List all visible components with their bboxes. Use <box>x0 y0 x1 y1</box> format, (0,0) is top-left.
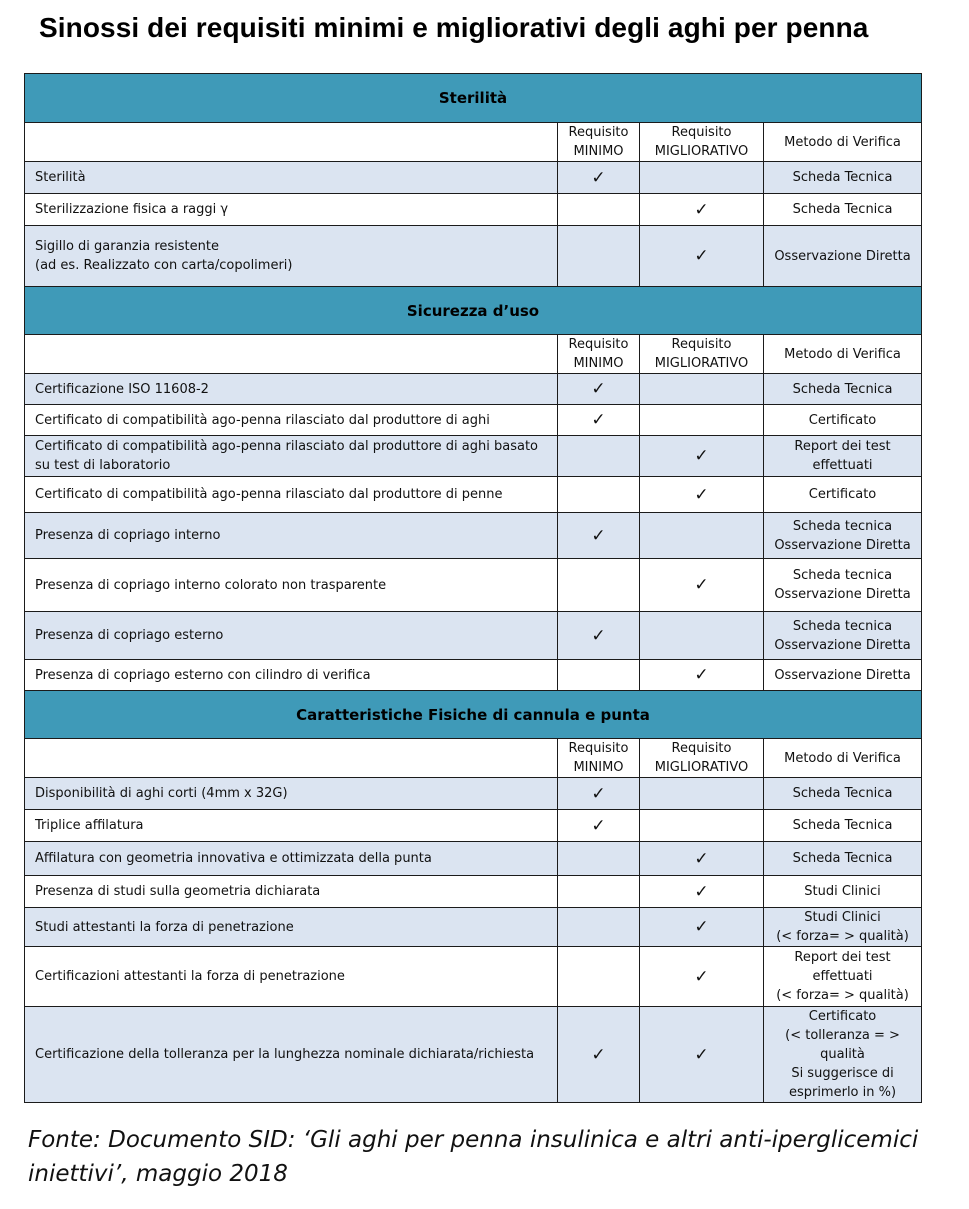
table-row <box>25 810 922 842</box>
requirements-table <box>24 73 922 1103</box>
requirement-label: Certificazione ISO 11608-2 <box>25 374 558 405</box>
table-row <box>25 612 922 660</box>
verification-method: Scheda Tecnica <box>764 162 922 194</box>
migl-check-cell <box>640 477 764 513</box>
min-check-cell <box>558 1007 640 1103</box>
min-check-cell <box>558 947 640 1007</box>
verification-method: Scheda Tecnica <box>764 810 922 842</box>
section-row <box>25 691 922 739</box>
requirement-label: Affilatura con geometria innovativa e ottimizzata della punta <box>25 842 558 876</box>
table-row <box>25 876 922 908</box>
requirement-label: Certificato di compatibilità ago-penna rilasciato dal produttore di aghi <box>25 405 558 436</box>
section-title: Sicurezza d’uso <box>25 287 922 335</box>
requirement-label: Sigillo di garanzia resistente (ad es. Realizzato con carta/copolimeri) <box>25 226 558 287</box>
min-check-cell <box>558 405 640 436</box>
check-icon: ✓ <box>694 966 709 987</box>
requirement-label: Certificazione della tolleranza per la lunghezza nominale dichiarata/richiesta <box>25 1007 558 1103</box>
migl-check-cell <box>640 908 764 947</box>
page-title: Sinossi dei requisiti minimi e migliorativi degli aghi per penna <box>39 12 869 43</box>
check-icon: ✓ <box>694 917 709 937</box>
verification-method: Scheda Tecnica <box>764 842 922 876</box>
check-icon: ✓ <box>694 1044 709 1065</box>
header-empty-cell <box>25 123 558 162</box>
verification-method: Osservazione Diretta <box>764 660 922 691</box>
requirement-label: Sterilità <box>25 162 558 194</box>
table-row <box>25 162 922 194</box>
min-check-cell <box>558 477 640 513</box>
verification-method: Scheda tecnica Osservazione Diretta <box>764 513 922 559</box>
migl-check-cell <box>640 374 764 405</box>
min-check-cell <box>558 778 640 810</box>
verification-method: Scheda tecnica Osservazione Diretta <box>764 559 922 612</box>
min-check-cell <box>558 194 640 226</box>
verification-method: Studi Clinici <box>764 876 922 908</box>
migl-check-cell <box>640 559 764 612</box>
migl-check-cell <box>640 810 764 842</box>
min-check-cell <box>558 374 640 405</box>
check-icon: ✓ <box>694 575 709 595</box>
verification-method: Certificato (< tolleranza = > qualità Si suggerisce di esprimerlo in %) <box>764 1007 922 1103</box>
check-icon: ✓ <box>694 665 709 685</box>
migl-check-cell <box>640 947 764 1007</box>
min-check-cell <box>558 226 640 287</box>
verification-method: Scheda Tecnica <box>764 374 922 405</box>
migl-check-cell <box>640 436 764 477</box>
verification-method: Scheda tecnica Osservazione Diretta <box>764 612 922 660</box>
requirement-label: Certificato di compatibilità ago-penna rilasciato dal produttore di aghi basato su test di laboratorio <box>25 436 558 477</box>
migl-check-cell <box>640 405 764 436</box>
min-check-cell <box>558 612 640 660</box>
requirement-label: Presenza di copriago interno colorato non trasparente <box>25 559 558 612</box>
header-method: Metodo di Verifica <box>764 739 922 778</box>
migl-check-cell <box>640 660 764 691</box>
table-row <box>25 842 922 876</box>
table-row <box>25 436 922 477</box>
header-method: Metodo di Verifica <box>764 335 922 374</box>
section-title: Caratteristiche Fisiche di cannula e punta <box>25 691 922 739</box>
migl-check-cell <box>640 162 764 194</box>
check-icon: ✓ <box>591 815 606 836</box>
requirement-label: Presenza di copriago esterno con cilindro di verifica <box>25 660 558 691</box>
verification-method: Osservazione Diretta <box>764 226 922 287</box>
migl-check-cell <box>640 226 764 287</box>
migl-check-cell <box>640 778 764 810</box>
header-migl: Requisito MIGLIORATIVO <box>640 123 764 162</box>
check-icon: ✓ <box>591 783 606 804</box>
requirement-label: Presenza di studi sulla geometria dichiarata <box>25 876 558 908</box>
check-icon: ✓ <box>591 167 606 188</box>
requirement-label: Certificato di compatibilità ago-penna rilasciato dal produttore di penne <box>25 477 558 513</box>
min-check-cell <box>558 876 640 908</box>
header-min: Requisito MINIMO <box>558 335 640 374</box>
header-empty-cell <box>25 739 558 778</box>
requirement-label: Certificazioni attestanti la forza di penetrazione <box>25 947 558 1007</box>
min-check-cell <box>558 436 640 477</box>
migl-check-cell <box>640 876 764 908</box>
header-empty-cell <box>25 335 558 374</box>
table-row <box>25 1007 922 1103</box>
check-icon: ✓ <box>694 446 709 466</box>
header-migl: Requisito MIGLIORATIVO <box>640 739 764 778</box>
table-row <box>25 947 922 1007</box>
table-row <box>25 405 922 436</box>
check-icon: ✓ <box>694 484 709 505</box>
verification-method: Certificato <box>764 405 922 436</box>
requirement-label: Presenza di copriago interno <box>25 513 558 559</box>
min-check-cell <box>558 810 640 842</box>
header-min: Requisito MINIMO <box>558 123 640 162</box>
header-migl: Requisito MIGLIORATIVO <box>640 335 764 374</box>
table-row <box>25 778 922 810</box>
migl-check-cell <box>640 194 764 226</box>
check-icon: ✓ <box>591 625 606 646</box>
section-title: Sterilità <box>25 74 922 123</box>
header-min: Requisito MINIMO <box>558 739 640 778</box>
check-icon: ✓ <box>591 525 606 546</box>
check-icon: ✓ <box>694 246 709 266</box>
requirement-label: Disponibilità di aghi corti (4mm x 32G) <box>25 778 558 810</box>
table-row <box>25 477 922 513</box>
check-icon: ✓ <box>694 848 709 869</box>
migl-check-cell <box>640 612 764 660</box>
verification-method: Scheda Tecnica <box>764 194 922 226</box>
verification-method: Studi Clinici (< forza= > qualità) <box>764 908 922 947</box>
min-check-cell <box>558 660 640 691</box>
column-header-row <box>25 335 922 374</box>
table-row <box>25 908 922 947</box>
requirement-label: Studi attestanti la forza di penetrazione <box>25 908 558 947</box>
verification-method: Report dei test effettuati (< forza= > qualità) <box>764 947 922 1007</box>
min-check-cell <box>558 908 640 947</box>
migl-check-cell <box>640 842 764 876</box>
table-body <box>25 74 922 1103</box>
column-header-row <box>25 739 922 778</box>
requirement-label: Sterilizzazione fisica a raggi γ <box>25 194 558 226</box>
table-row <box>25 194 922 226</box>
table-row <box>25 374 922 405</box>
section-row <box>25 74 922 123</box>
check-icon: ✓ <box>591 1044 606 1065</box>
table-row <box>25 513 922 559</box>
min-check-cell <box>558 513 640 559</box>
migl-check-cell <box>640 513 764 559</box>
check-icon: ✓ <box>694 199 709 220</box>
table-row <box>25 226 922 287</box>
table-row <box>25 559 922 612</box>
requirement-label: Triplice affilatura <box>25 810 558 842</box>
source-note: Fonte: Documento SID: ‘Gli aghi per penna insulinica e altri anti-iperglicemici iniettivi’, maggio 2018 <box>28 1127 919 1187</box>
header-method: Metodo di Verifica <box>764 123 922 162</box>
check-icon: ✓ <box>591 410 606 430</box>
column-header-row <box>25 123 922 162</box>
verification-method: Scheda Tecnica <box>764 778 922 810</box>
requirement-label: Presenza di copriago esterno <box>25 612 558 660</box>
section-row <box>25 287 922 335</box>
table-row <box>25 660 922 691</box>
verification-method: Report dei test effettuati <box>764 436 922 477</box>
check-icon: ✓ <box>591 379 606 399</box>
min-check-cell <box>558 559 640 612</box>
min-check-cell <box>558 842 640 876</box>
migl-check-cell <box>640 1007 764 1103</box>
min-check-cell <box>558 162 640 194</box>
check-icon: ✓ <box>694 881 709 902</box>
verification-method: Certificato <box>764 477 922 513</box>
